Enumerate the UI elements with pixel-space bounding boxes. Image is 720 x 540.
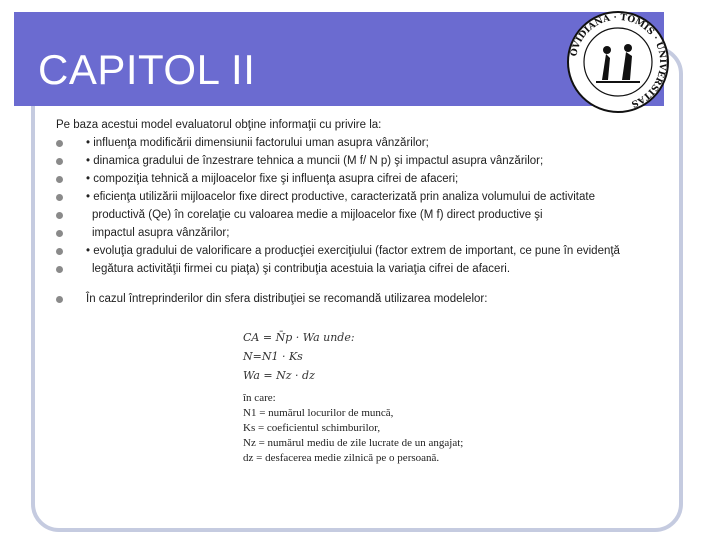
- bullet-icon: [56, 266, 63, 273]
- definition-item: N1 = numărul locurilor de muncă,: [243, 407, 394, 419]
- svg-text:OVIDIANA · TOMIS · UNIVERSITAS: OVIDIANA · TOMIS · UNIVERSITAS: [569, 12, 668, 109]
- formula-block: [243, 328, 355, 385]
- slide-content: [56, 118, 676, 310]
- where-label: în care:: [243, 392, 276, 404]
- definition-item: Nz = numărul mediu de zile lucrate de un angajat;: [243, 437, 464, 449]
- list-item: • evoluţia gradului de valorificare a producţiei exerciţiului (factor extrem de important, ce pune în evidenţă: [56, 244, 676, 258]
- list-item: • eficienţa utilizării mijloacelor fixe direct productive, caracterizată prin analiza volumului de activitate: [56, 190, 676, 204]
- bullet-icon: [56, 230, 63, 237]
- bullet-icon: [56, 194, 63, 201]
- intro-text: Pe baza acestui model evaluatorul obţine informaţii cu privire la:: [56, 119, 382, 131]
- slide-title: CAPITOL II: [38, 46, 256, 93]
- list-item: productivă (Qe) în corelaţie cu valoarea medie a mijloacelor fixe (M f) direct productive şi: [56, 208, 676, 222]
- list-item: • dinamica gradului de înzestrare tehnica a muncii (M f/ N p) şi impactul asupra vânzărilor;: [56, 154, 676, 168]
- formula-line: N=N1 · Ks: [243, 350, 303, 363]
- list-item: În cazul întreprinderilor din sfera distribuţiei se recomandă utilizarea modelelor:: [56, 292, 676, 306]
- bullet-icon: [56, 176, 63, 183]
- bullet-icon: [56, 158, 63, 165]
- list-item: legătura activităţii firmei cu piaţa) şi contribuţia acestuia la variaţia cifrei de afaceri.: [56, 262, 676, 276]
- bullet-icon: [56, 296, 63, 303]
- list-item: impactul asupra vânzărilor;: [56, 226, 676, 240]
- bullet-icon: [56, 212, 63, 219]
- formula-line: Wa = Nz · dz: [243, 369, 315, 382]
- definitions-block: [243, 391, 463, 466]
- bullet-icon: [56, 140, 63, 147]
- bullet-icon: [56, 248, 63, 255]
- definition-item: dz = desfacerea medie zilnică pe o persoană.: [243, 452, 440, 464]
- definition-item: Ks = coeficientul schimburilor,: [243, 422, 381, 434]
- list-item: • influenţa modificării dimensiunii factorului uman asupra vânzărilor;: [56, 136, 676, 150]
- list-item: • compoziţia tehnică a mijloacelor fixe şi influenţa asupra cifrei de afaceri;: [56, 172, 676, 186]
- university-seal-icon: [566, 10, 670, 114]
- formula-line: CA = N̄p · Wa unde:: [243, 331, 355, 344]
